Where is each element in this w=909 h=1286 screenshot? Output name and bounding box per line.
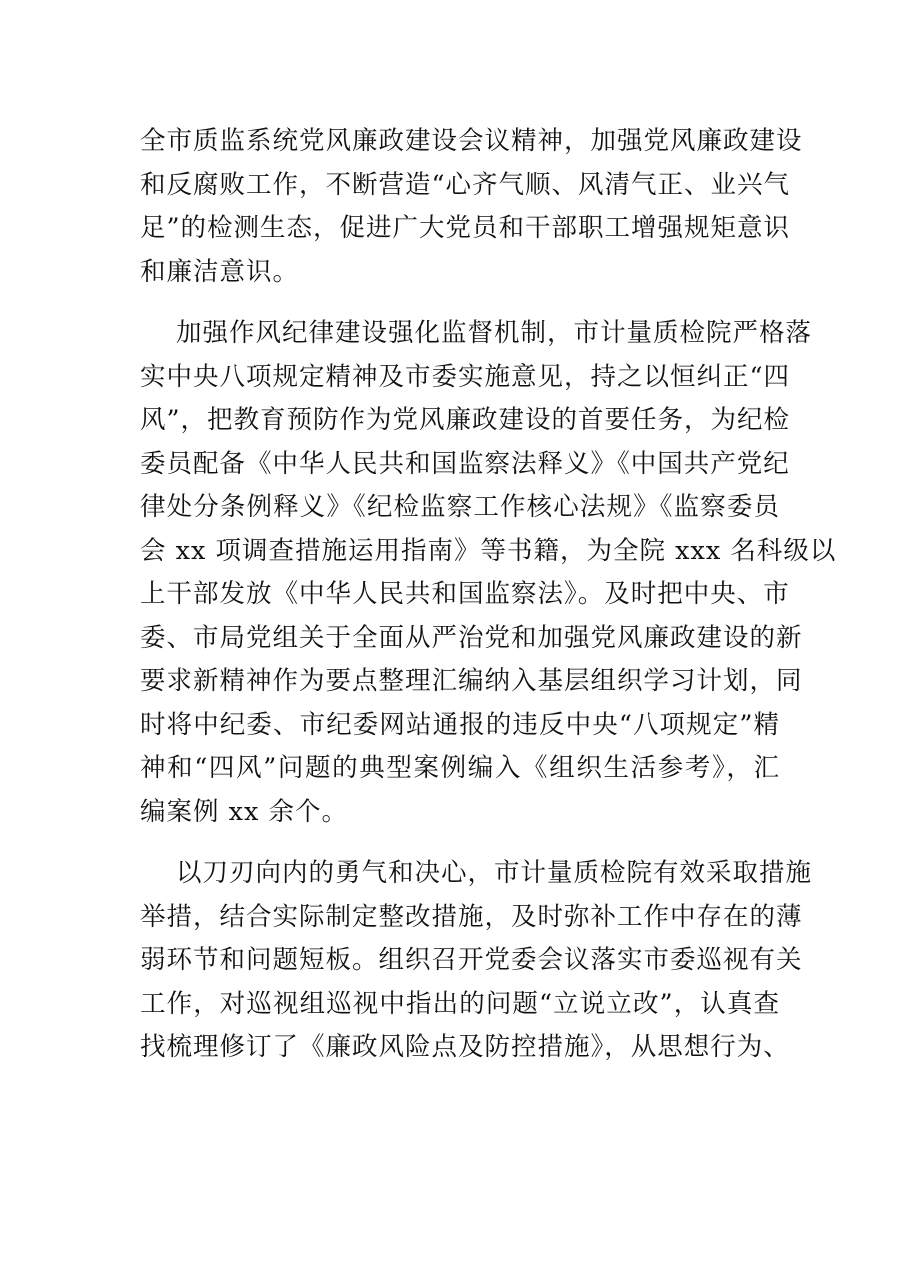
- paragraph-1: [140, 120, 803, 294]
- text-line: 足”的检测生态，促进广大党员和干部职工增强规矩意识: [140, 213, 791, 243]
- text-line: 编案例 xx 余个。: [140, 796, 348, 827]
- text-line: 要求新精神作为要点整理汇编纳入基层组织学习计划，同: [140, 666, 803, 696]
- text-line: 和廉洁意识。: [140, 256, 300, 287]
- text-line: 加强作风纪律建设强化监督机制，市计量质检院严格落: [176, 318, 813, 348]
- text-line: 工作，对巡视组巡视中指出的问题“立说立改”，认真查: [140, 988, 780, 1019]
- text-line: 上干部发放《中华人民共和国监察法》。及时把中央、市: [140, 579, 790, 609]
- text-line: 委员配备《中华人民共和国监察法释义》《中国共产党纪: [140, 448, 790, 479]
- text-line: 风”，把教育预防作为党风廉政建设的首要任务，为纪检: [140, 405, 791, 435]
- text-line: 举措，结合实际制定整改措施，及时弥补工作中存在的薄: [140, 901, 803, 932]
- text-line: 以刀刃向内的勇气和决心，市计量质检院有效采取措施: [176, 858, 813, 888]
- text-line: 全市质监系统党风廉政建设会议精神，加强党风廉政建设: [140, 126, 803, 156]
- text-line: 神和“四风”问题的典型案例编入《组织生活参考》，汇: [140, 753, 780, 783]
- document-body: [140, 120, 837, 1088]
- paragraph-2: [140, 312, 837, 834]
- text-line: 委、市局党组关于全面从严治党和加强党风廉政建设的新: [140, 622, 803, 653]
- text-line: 实中央八项规定精神及市委实施意见，持之以恒纠正“四: [140, 361, 791, 392]
- text-line: 会 xx 项调查措施运用指南》等书籍，为全院 xxx 名科级以: [140, 535, 837, 566]
- text-line: 律处分条例释义》《纪检监察工作核心法规》《监察委员: [140, 492, 780, 522]
- text-line: 时将中纪委、市纪委网站通报的违反中央“八项规定”精: [140, 709, 780, 740]
- text-line: 弱环节和问题短板。组织召开党委会议落实市委巡视有关: [140, 945, 803, 975]
- paragraph-3: [140, 852, 813, 1070]
- text-line: 和反腐败工作，不断营造“心齐气顺、风清气正、业兴气: [140, 169, 791, 200]
- text-line: 找梳理修订了《廉政风险点及防控措施》，从思想行为、: [140, 1032, 790, 1062]
